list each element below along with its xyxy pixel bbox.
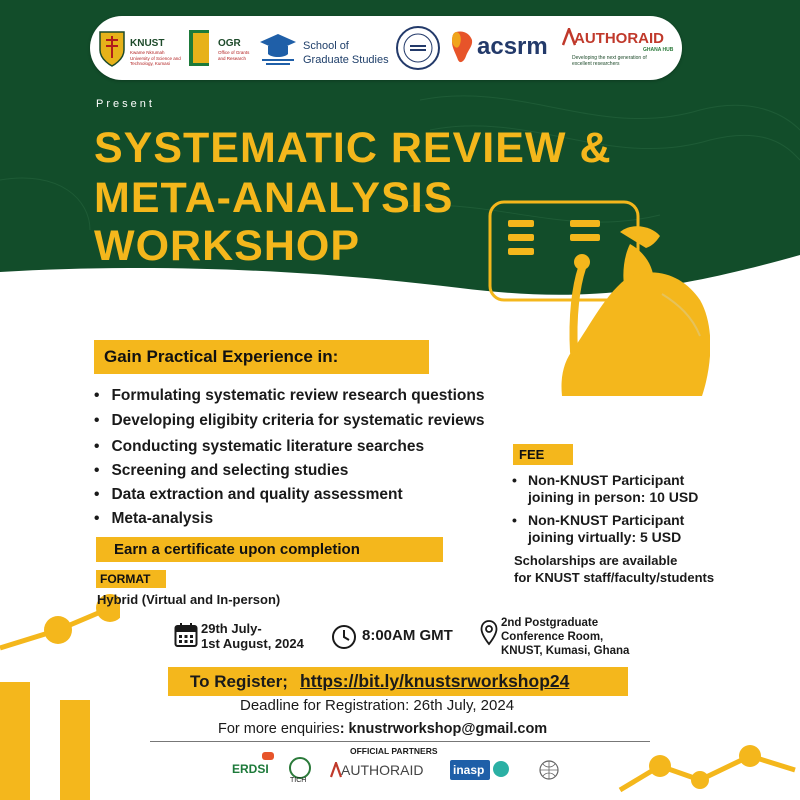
divider [150, 741, 650, 742]
authoraid-hub: GHANA HUB [643, 47, 674, 53]
acsrm-logo-text: acsrm [477, 33, 548, 60]
presenter-illustration [480, 196, 710, 406]
location-pin-icon [480, 620, 498, 646]
ogr-name: OGR [218, 38, 241, 49]
fee-item-line2: joining in person: 10 USD [528, 489, 699, 505]
inasp-logo-text: inasp [453, 763, 485, 777]
scholarship-line1: Scholarships are available [514, 553, 678, 568]
enquiries-label: For more enquiries [218, 721, 340, 737]
registration-deadline: Deadline for Registration: 26th July, 2024 [240, 697, 515, 714]
enquiries-line: For more enquiries: knustrworkshop@gmail.com [218, 721, 548, 737]
authoraid-partner-logo-text: AUTHORAID [341, 762, 424, 778]
knust-crest-icon [98, 28, 126, 68]
fee-label: FEE [513, 444, 573, 465]
clock-icon [331, 624, 357, 650]
venue-line3: KNUST, Kumasi, Ghana [501, 645, 630, 657]
africa-map-icon [450, 30, 474, 66]
inasp-globe-icon [493, 761, 509, 777]
seal-icon [395, 25, 441, 71]
title-line-2: META-ANALYSIS [94, 174, 454, 222]
erdsi-logo-text: ERDSI [232, 762, 269, 776]
experience-item: • Conducting systematic literature searches [94, 438, 424, 456]
graduation-cap-icon [258, 28, 298, 68]
fee-bullet: • [512, 512, 517, 528]
register-link[interactable]: https://bit.ly/knustsrworkshop24 [300, 671, 570, 691]
knust-name: KNUST [130, 38, 165, 49]
format-label: FORMAT [96, 570, 166, 588]
sgs-line2: Graduate Studies [303, 54, 389, 66]
fee-item-line1: Non-KNUST Participant [528, 472, 685, 488]
bar-chart-decoration [0, 590, 120, 800]
calendar-icon [174, 622, 198, 648]
experience-item: • Formulating systematic review research questions [94, 387, 484, 405]
erdsi-mark-icon [262, 752, 274, 760]
ogr-fullname: Office of Grants and Research [218, 50, 250, 61]
authoraid-logo-text: AUTHORAID [574, 30, 664, 47]
title-line-1: SYSTEMATIC REVIEW & [94, 124, 612, 172]
event-date-line2: 1st August, 2024 [201, 636, 304, 651]
ogr-book-icon [187, 28, 213, 68]
fee-item-line1: Non-KNUST Participant [528, 512, 685, 528]
present-label: Present [96, 98, 155, 110]
scholarship-line2: for KNUST staff/faculty/students [514, 570, 715, 585]
experience-heading: Gain Practical Experience in: [94, 340, 429, 374]
venue-line1: 2nd Postgraduate [501, 617, 599, 629]
experience-item: • Screening and selecting studies [94, 462, 348, 480]
tich-logo-text: TICH [290, 777, 307, 784]
partners-heading: OFFICIAL PARTNERS [350, 746, 438, 756]
fee-item-line2: joining virtually: 5 USD [528, 529, 682, 545]
venue-line2: Conference Room, [501, 631, 604, 643]
format-value: Hybrid (Virtual and In-person) [97, 592, 281, 607]
register-prefix: To Register; [190, 672, 288, 691]
event-time: 8:00AM GMT [362, 627, 453, 644]
un-emblem-icon [536, 759, 562, 783]
tich-emblem-icon [289, 757, 311, 779]
enquiries-email[interactable]: knustrworkshop@gmail.com [348, 721, 548, 737]
logo-bar [90, 16, 682, 80]
title-line-3: WORKSHOP [94, 222, 360, 270]
experience-item: • Developing eligibity criteria for systematic reviews [94, 412, 484, 430]
experience-item: • Meta-analysis [94, 510, 213, 528]
knust-fullname: Kwame Nkrumah University of Science and Technology, Kumasi [130, 50, 181, 66]
sgs-line1: School of [303, 40, 349, 52]
authoraid-tagline: Developing the next generation of excellent researchers [572, 55, 647, 67]
experience-item: • Data extraction and quality assessment [94, 486, 403, 504]
certificate-banner: Earn a certificate upon completion [96, 537, 443, 562]
event-date-line1: 29th July- [201, 621, 262, 636]
fee-bullet: • [512, 472, 517, 488]
